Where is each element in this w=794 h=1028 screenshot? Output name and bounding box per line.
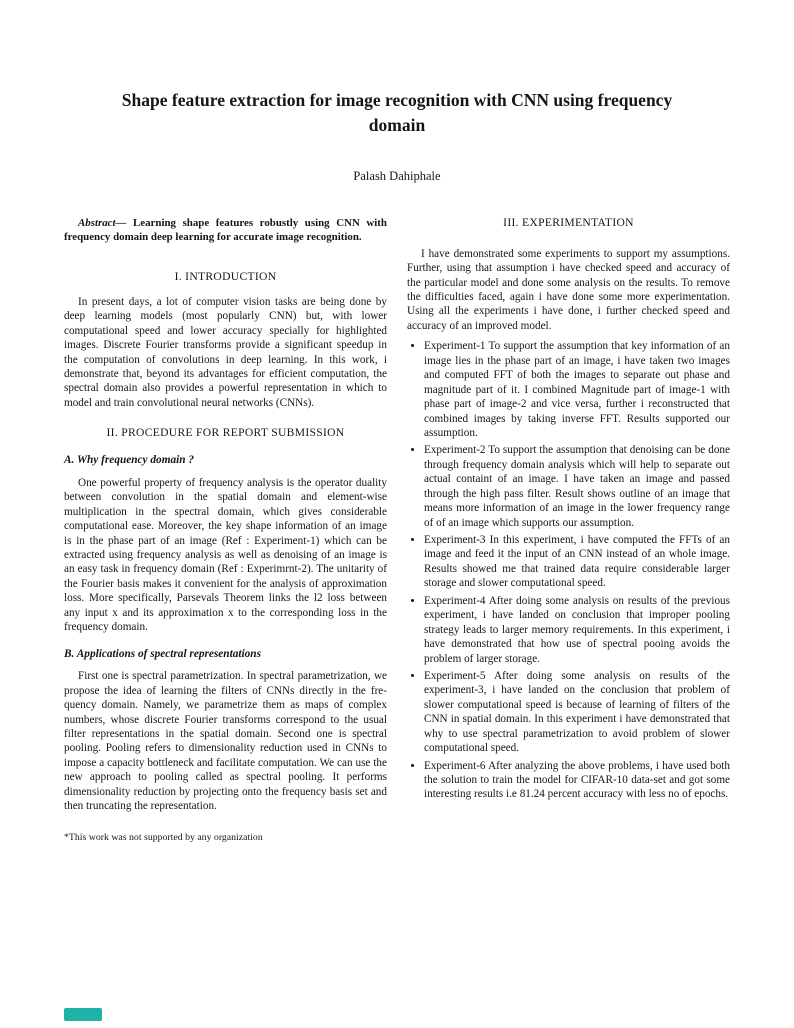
abstract-text: Learning shape features robustly using CNN with frequency domain deep learning for accurate image recognition.: [64, 216, 387, 243]
section-heading-procedure: II. PROCEDURE FOR REPORT SUBMISSION: [106, 426, 345, 440]
subsection-heading-why-frequency-domain: A. Why frequency domain ?: [64, 454, 195, 467]
experiments-list: [407, 339, 730, 802]
experiment-item-6: • Experiment-6 After analyzing the above problems, i have used both the solution to train the model for CIFAR-10 data-set and got some interesting results i.e 81.24 percent accuracy with less no of epochs.: [424, 759, 730, 802]
footer-badge: [64, 1008, 102, 1021]
experimentation-paragraph: I have demonstrated some experiments to support my assumptions. Further, using that assumption i have checked speed and accuracy of the particular model and done some analysis on the results. To remove the difficulties faced, again i have done some more experimentation. Using all the experiments i have done, i further checked speed and accuracy of an improved model.: [407, 247, 730, 332]
experiment-item-1: • Experiment-1 To support the assumption that key information of an image lies in the phase part of an image, i have taken two images and computed FFT of both the images to separate out phase and magnitude part of it. I combined Magnitude part of image-1 with phase part of image-2 and vice versa, further i reconstructed that combined images by taking inverse FFT. Results supported our assumption.: [424, 339, 730, 440]
experiment-item-2: • Experiment-2 To support the assumption that denoising can be done through frequency domain analysis which will help to separate out actual containt of an image. I have taken an image and passed through the high pass filter. Result shows outline of an image that means more information of an image in the lower frequency range of of an image which supports our assumption.: [424, 443, 730, 530]
experiment-item-5: • Experiment-5 After doing some analysis on results of the experiment-3, i have landed on the conclusion that problem of slower computational speed is because of learning of filters of the CNN in spatial domain. In this experiment i have demonstrated that why to use spectral parametrization to avoid problem of slower computational speed.: [424, 669, 730, 756]
abstract-label: Abstract—: [78, 216, 127, 229]
section-heading-introduction: I. INTRODUCTION: [174, 269, 277, 283]
author-name: Palash Dahiphale: [353, 168, 441, 183]
abstract: [64, 216, 387, 244]
two-column-body: [64, 216, 730, 844]
right-column: [407, 216, 730, 844]
subsection-b-paragraph: First one is spectral parametrization. In spectral parametrization, we propose the idea of learning the filters of CNNs directly in the fre- quency domain. Namely, we parametrize them as maps of complex numbers, whose discrete Fourier transforms correspond to the usual filter representations in the spatial domain. Second one is spectral pooling. Pooling refers to dimensionality reduction used in CNNs to impose a capacity bottleneck and facilitate computation. We can use the new approach to pooling called as spectral pooling. It performs dimensionality reduction by projecting onto the frequency basis set and then truncating the representation.: [64, 670, 387, 813]
paper-title: Shape feature extraction for image recognition with CNN using frequency domain: [121, 90, 673, 136]
subsection-heading-applications: B. Applications of spectral representations: [64, 647, 261, 660]
experiment-item-4: • Experiment-4 After doing some analysis on results of the previous experiment, i have landed on conclusion that improper pooling strategy leads to larger memory requirements. In this experiment, i have demonstrated that how use of spectral pooing avoids the problem of larger storage.: [424, 594, 730, 666]
subsection-a-paragraph: One powerful property of frequency analysis is the operator duality between convolution in the spatial domain and element-wise multiplication in the spectral domain, which gives considerable computational ease. Moreover, the key shape information of an image is in the phase part of an image (Ref : Experiment-1) which can be extracted using frequency analysis as well as denoising of an image is an easy task in frequency domain (Ref : Experimrnt-2). The unitarity of the Fourier basis makes it convenient for the analysis of approximation loss. More specifically, Parsevals Theorem links the l2 loss between any input x and its approximation x to the corresponding loss in the frequency domain.: [64, 476, 387, 634]
left-column: [64, 216, 387, 844]
experiment-item-3: • Experiment-3 In this experiment, i have computed the FFTs of an image and feed it the input of an CNN instead of an whole image. Results showed me that trained data require considerable larger storage and slower computational speed.: [424, 533, 730, 591]
section-heading-experimentation: III. EXPERIMENTATION: [503, 215, 634, 229]
introduction-paragraph: In present days, a lot of computer vision tasks are being done by deep learning models (most popularly CNN) but, with lower computational speed and lower accuracy specially for highlighted images. Discrete Fourier transforms provide a significant speedup in the computation of convolutions in deep learning. In this work, i demonstrate that, beyond its advantages for efficient computation, the spectral domain also provides a powerful representation in which to model and train convolutional neural networks (CNNs).: [64, 295, 387, 409]
support-footnote: *This work was not supported by any organization: [64, 831, 263, 843]
